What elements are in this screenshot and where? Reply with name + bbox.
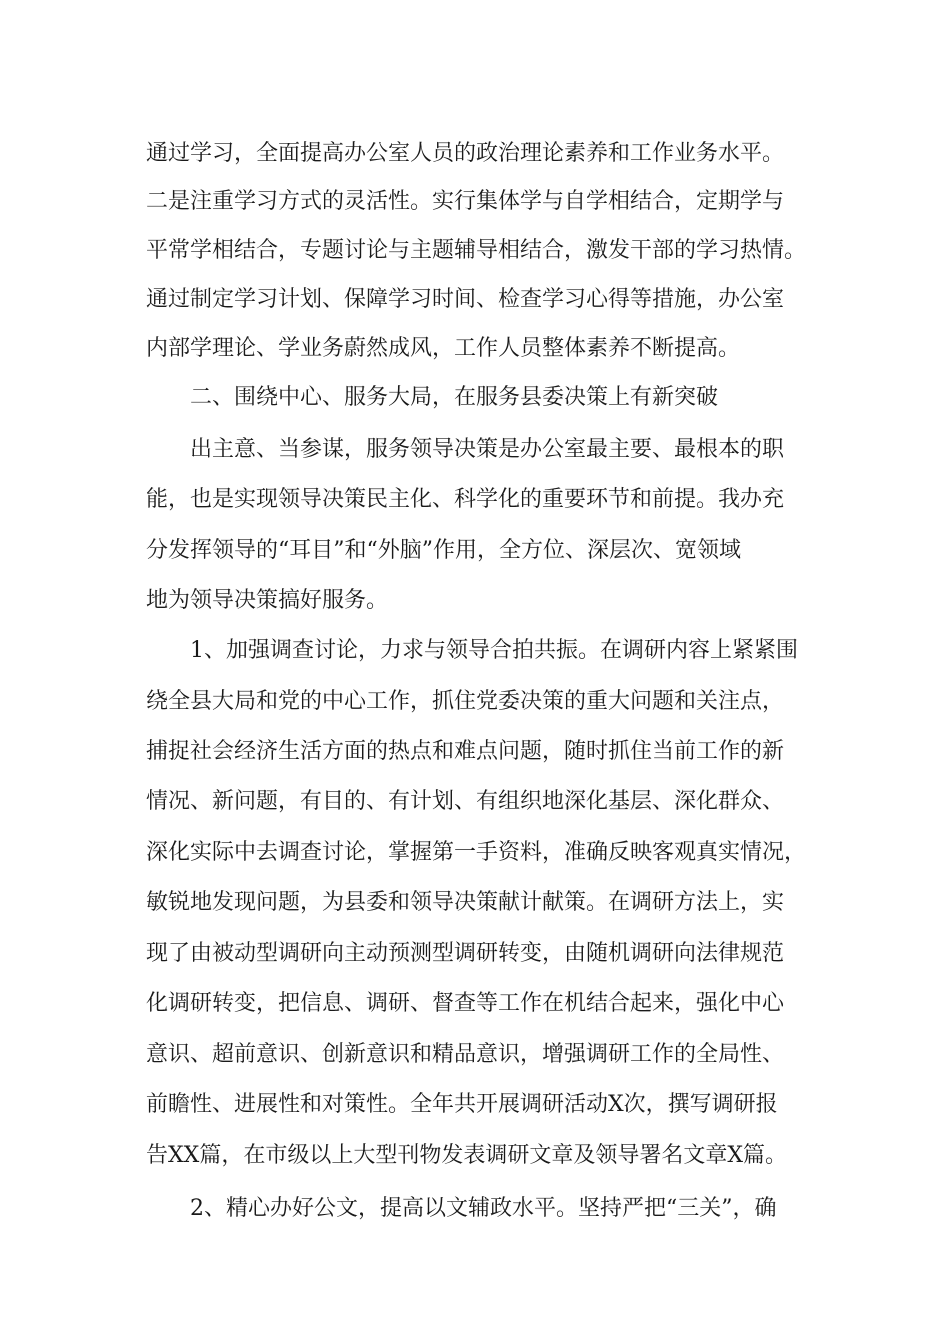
text-line: 化调研转变，把信息、调研、督查等工作在机结合起来，强化中心 [146, 991, 785, 1016]
text-line: 告XX篇，在市级以上大型刊物发表调研文章及领导署名文章X篇。 [146, 1143, 787, 1168]
text-line: 现了由被动型调研向主动预测型调研转变，由随机调研向法律规范 [146, 941, 785, 966]
section-heading: 二、围绕中心、服务大局，在服务县委决策上有新突破 [190, 385, 719, 410]
text-line: 捕捉社会经济生活方面的热点和难点问题，随时抓住当前工作的新 [146, 739, 785, 764]
text-line: 前瞻性、进展性和对策性。全年共开展调研活动X次，撰写调研报 [146, 1092, 778, 1117]
text-line: 情况、新问题，有目的、有计划、有组织地深化基层、深化群众、 [146, 789, 785, 814]
text-line: 内部学理论、学业务蔚然成风，工作人员整体素养不断提高。 [146, 336, 741, 361]
text-line: 通过学习，全面提高办公室人员的政治理论素养和工作业务水平。 [146, 141, 785, 166]
text-line: 2、精心办好公文，提高以文辅政水平。坚持严把“三关”，确 [190, 1196, 777, 1221]
text-line: 深化实际中去调查讨论，掌握第一手资料，准确反映客观真实情况， [146, 840, 807, 865]
text-line: 出主意、当参谋，服务领导决策是办公室最主要、最根本的职 [190, 437, 785, 462]
text-line: 意识、超前意识、创新意识和精品意识，增强调研工作的全局性、 [146, 1042, 785, 1067]
text-line: 地为领导决策搞好服务。 [146, 588, 389, 613]
text-line: 通过制定学习计划、保障学习时间、检查学习心得等措施，办公室 [146, 287, 785, 312]
text-line: 能，也是实现领导决策民主化、科学化的重要环节和前提。我办充 [146, 487, 785, 512]
text-line: 二是注重学习方式的灵活性。实行集体学与自学相结合，定期学与 [146, 189, 785, 214]
text-line: 绕全县大局和党的中心工作，抓住党委决策的重大问题和关注点， [146, 689, 785, 714]
text-line: 1、加强调查讨论，力求与领导合拍共振。在调研内容上紧紧围 [190, 638, 798, 663]
text-line: 敏锐地发现问题，为县委和领导决策献计献策。在调研方法上，实 [146, 890, 785, 915]
text-line: 平常学相结合，专题讨论与主题辅导相结合，激发干部的学习热情。 [146, 238, 807, 263]
text-line: 分发挥领导的“耳目”和“外脑”作用，全方位、深层次、宽领域 [146, 538, 741, 563]
